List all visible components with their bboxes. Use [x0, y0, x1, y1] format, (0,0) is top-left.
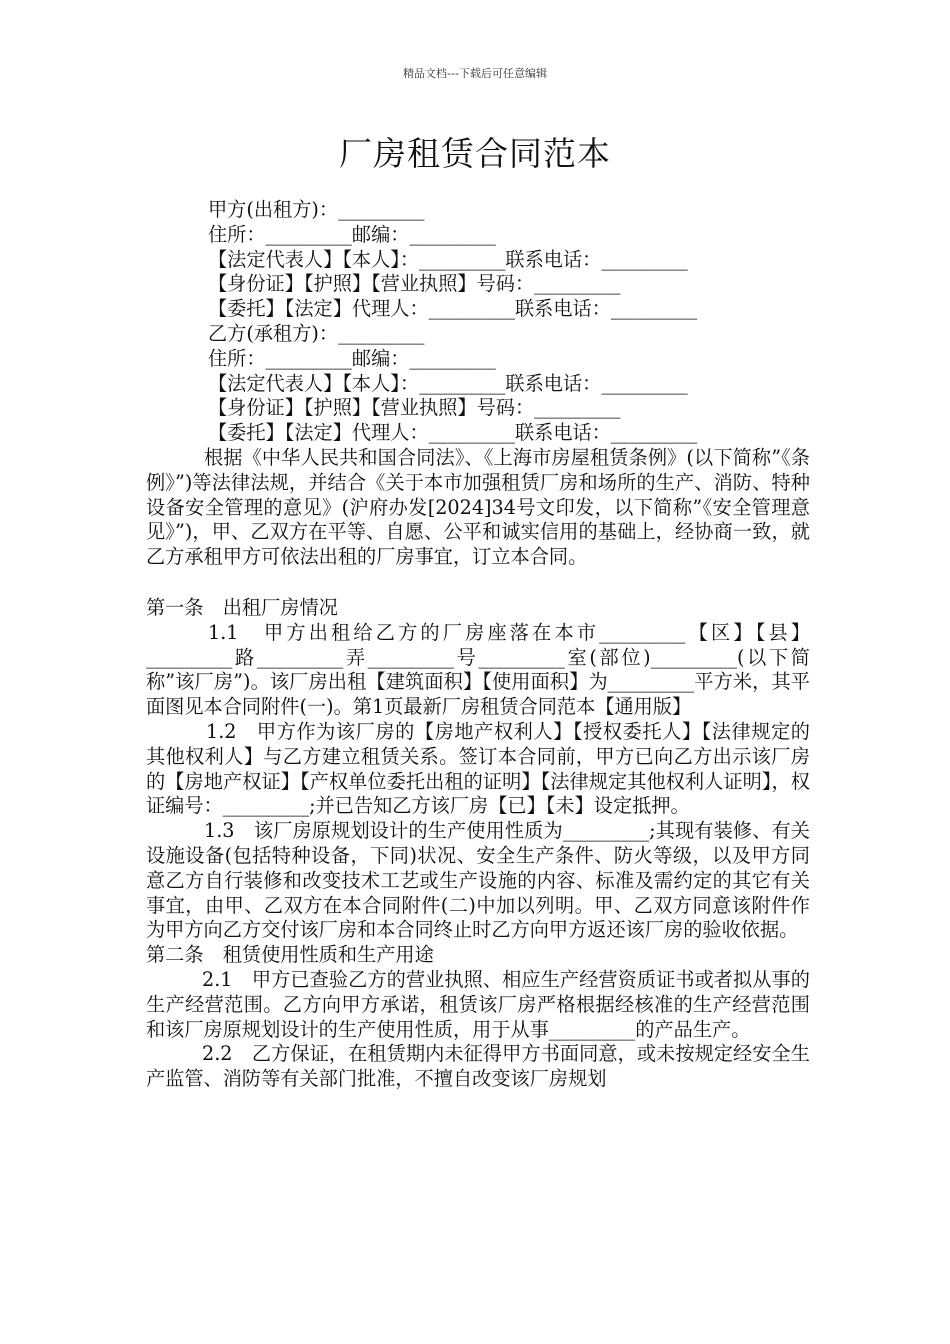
party-a-agent: 【委托】【法定】代理人：_________联系电话：_________ [208, 297, 698, 321]
party-a-name: 甲方(出租方)：_________ [208, 198, 425, 221]
document-body [146, 198, 810, 1092]
party-a-address: 住所：_________邮编：_________ [208, 222, 496, 246]
party-b-agent: 【委托】【法定】代理人：_________联系电话：_________ [208, 421, 698, 445]
party-b-name: 乙方(承租方)：_________ [208, 321, 425, 345]
clause-2-2: 2.2 乙方保证，在租赁期内未征得甲方书面同意，或未按规定经安全生产监管、消防等有关部门批准，不擅自改变该厂房规划 [146, 1042, 810, 1091]
preamble-paragraph: 根据《中华人民共和国合同法》、《上海市房屋租赁条例》(以下简称”《条例》”)等法律法规，并结合《关于本市加强租赁厂房和场所的生产、消防、特种设备安全管理的意见》(沪府办发[2024]34号文印发，以下简称”《安全管理意见》”)，甲、乙双方在平等、自愿、公平和诚实信用的基础上，经协商一致，就乙方承租甲方可依法出租的厂房事宜，订立本合同。 [146, 445, 810, 569]
party-a-representative: 【法定代表人】【本人】：_________联系电话：_________ [208, 247, 688, 271]
party-b-representative: 【法定代表人】【本人】：_________联系电话：_________ [208, 371, 688, 395]
party-info [146, 198, 810, 446]
clause-1-2: 1.2 甲方作为该厂房的【房地产权利人】【授权委托人】【法律规定的其他权利人】与乙方建立租赁关系。签订本合同前，甲方已向乙方出示该厂房的【房地产权证】【产权单位委托出租的证明】【法律规定其他权利人证明】，权证编号：_________;并已告知乙方该厂房【已】【未】设定抵押。 [146, 719, 810, 818]
page-header: 精品文档---下载后可任意编辑 [403, 67, 547, 80]
article-1-heading: 第一条 出租厂房情况 [146, 595, 338, 619]
party-a-id-number: 【身份证】【护照】【营业执照】号码：_________ [208, 272, 621, 296]
clause-2-1: 2.1 甲方已查验乙方的营业执照、相应生产经营资质证书或者拟从事的生产经营范围。乙方向甲方承诺，租赁该厂房严格根据经核准的生产经营范围和该厂房原规划设计的生产使用性质，用于从事_________的产品生产。 [146, 967, 810, 1041]
party-b-id-number: 【身份证】【护照】【营业执照】号码：_________ [208, 396, 621, 420]
clause-1-1: 1.1 甲方出租给乙方的厂房座落在本市_________【区】【县】_________路_________弄_________号_________室(部位)_________(以下简称”该厂房”)。该厂房出租【建筑面积】【使用面积】为_________平方米，其平面图见本合同附件(一)。第1页最新厂房租赁合同范本【通用版】 [146, 620, 810, 719]
spacer [146, 570, 810, 596]
party-b-address: 住所：_________邮编：_________ [208, 346, 496, 370]
clause-1-3: 1.3 该厂房原规划设计的生产使用性质为_________;其现有装修、有关设施设备(包括特种设备，下同)状况、安全生产条件、防火等级，以及甲方同意乙方自行装修和改变技术工艺或生产设施的内容、标准及需约定的其它有关事宜，由甲、乙双方在本合同附件(二)中加以列明。甲、乙双方同意该附件作为甲方向乙方交付该厂房和本合同终止时乙方向甲方返还该厂房的验收依据。 [146, 819, 810, 942]
document-title: 厂房租赁合同范本 [339, 134, 611, 173]
article-2-heading: 第二条 租赁使用性质和生产用途 [146, 943, 434, 967]
